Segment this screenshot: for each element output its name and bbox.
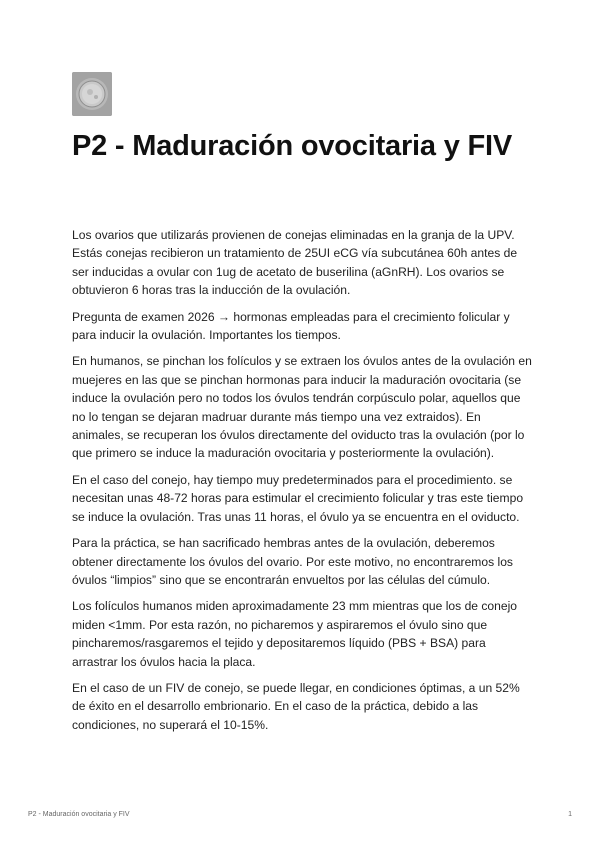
footer-title: P2 - Maduración ovocitaria y FIV	[28, 811, 130, 818]
paragraph-follicle-size: Los folículos humanos miden aproximadamente 23 mm mientras que los de conejo miden <1mm. Por esta razón, no picharemos y aspiraremos el óvulo sino que pincharemos/rasgaremos el tejido y depositaremos líquido (PBS + BSA) para arrastrar los óvulos hacia la placa.	[72, 599, 518, 669]
paragraph-rabbit-timing: En el caso del conejo, hay tiempo muy predeterminados para el procedimiento. se necesitan unas 48-72 horas para estimular el crecimiento folicular y tras este tiempo se induce la ovulación. Tras unas 11 horas, el óvulo ya se encuentra en el oviducto.	[72, 472, 524, 524]
paragraph-exam-question: Pregunta de examen 2026 → hormonas empleadas para el crecimiento folicular y para inducir la ovulación. Importantes los tiempos.	[72, 309, 510, 343]
paragraph-ovaries-origin: Los ovarios que utilizarás provienen de conejas eliminadas en la granja de la UPV. Estás conejas recibieron un tratamiento de 25UI eCG vía subcutánea 60h antes de ser inducidas a ovular con 1ug de acetato de buserilina (aGnRH). Los ovarios se obtuvieron 6 horas tras la inducción de la ovulación.	[72, 228, 518, 298]
oocyte-image-icon	[72, 72, 112, 116]
document-body	[72, 226, 532, 742]
page-title: P2 - Maduración ovocitaria y FIV	[72, 130, 512, 162]
paragraph-ivf-success: En el caso de un FIV de conejo, se puede llegar, en condiciones óptimas, a un 52% de éxito en el desarrollo embrionario. En el caso de la práctica, debido a las condiciones, no superará el 10-15%.	[72, 680, 520, 732]
paragraph-humans-vs-animals: En humanos, se pinchan los folículos y se extraen los óvulos antes de la ovulación en muejeres en las que se pinchan hormonas para inducir la maduración ovocitaria (se induce la ovulación pero no todos los óvulos tendrán corpúsculo polar, aquellos que no lo tengan se dejaran madruar durante más tiempo una vez extraidos). En animales, se recuperan los óvulos directamente del oviducto tras la ovulación (por lo que primero se induce la maduración ovocitaria y posteriormente la ovulación).	[72, 354, 532, 461]
paragraph-practice: Para la práctica, se han sacrificado hembras antes de la ovulación, deberemos obtener directamente los óvulos del ovario. Por este motivo, no encontraremos los óvulos “limpios” sino que se encontrarán envueltos por las células del cúmulo.	[72, 536, 513, 587]
page-number: 1	[568, 811, 572, 818]
